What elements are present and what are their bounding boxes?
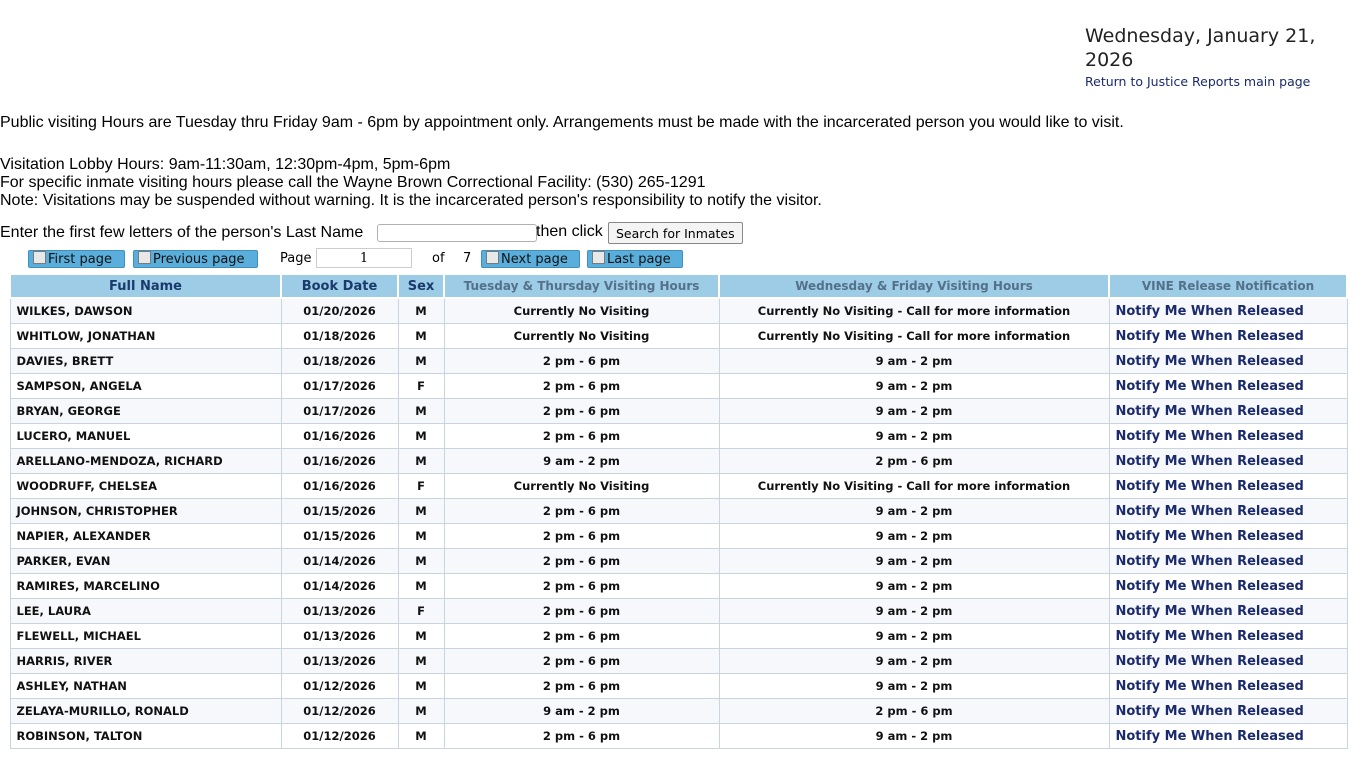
book-date-cell: 01/14/2026 — [281, 574, 398, 599]
previous-page-label: Previous page — [153, 252, 245, 267]
wed-fri-hours-cell: 9 am - 2 pm — [719, 399, 1109, 424]
book-date-cell: 01/16/2026 — [281, 474, 398, 499]
table-row — [10, 574, 1347, 599]
column-header-wed-fri-hours: Wednesday & Friday Visiting Hours — [719, 274, 1109, 298]
tue-thu-hours-cell: 2 pm - 6 pm — [444, 599, 719, 624]
book-date-cell: 01/16/2026 — [281, 424, 398, 449]
tue-thu-hours-cell: 2 pm - 6 pm — [444, 624, 719, 649]
of-label: of — [432, 251, 445, 266]
full-name-cell[interactable]: RAMIRES, MARCELINO — [10, 574, 281, 599]
wed-fri-hours-cell: 2 pm - 6 pm — [719, 699, 1109, 724]
full-name-cell[interactable]: WOODRUFF, CHELSEA — [10, 474, 281, 499]
wed-fri-hours-cell: 9 am - 2 pm — [719, 549, 1109, 574]
full-name-cell[interactable]: PARKER, EVAN — [10, 549, 281, 574]
wed-fri-hours-cell: 9 am - 2 pm — [719, 524, 1109, 549]
wed-fri-hours-cell: 9 am - 2 pm — [719, 374, 1109, 399]
public-visiting-hours-text: Public visiting Hours are Tuesday thru Friday 9am - 6pm by appointment only. Arrangements must be made with the incarcerated person you would like to visit. — [0, 114, 1124, 131]
full-name-cell[interactable]: WILKES, DAWSON — [10, 298, 281, 324]
notify-link[interactable]: Notify Me When Released — [1109, 449, 1347, 474]
notify-link[interactable]: Notify Me When Released — [1109, 499, 1347, 524]
book-date-cell: 01/15/2026 — [281, 524, 398, 549]
full-name-cell[interactable]: ASHLEY, NATHAN — [10, 674, 281, 699]
last-page-button[interactable] — [587, 250, 683, 268]
previous-page-button[interactable] — [133, 250, 258, 268]
broken-image-icon — [138, 251, 151, 264]
full-name-cell[interactable]: NAPIER, ALEXANDER — [10, 524, 281, 549]
inmates-table — [9, 273, 1348, 749]
table-row — [10, 424, 1347, 449]
table-row — [10, 599, 1347, 624]
full-name-cell[interactable]: SAMPSON, ANGELA — [10, 374, 281, 399]
full-name-cell[interactable]: ZELAYA-MURILLO, RONALD — [10, 699, 281, 724]
tue-thu-hours-cell: 2 pm - 6 pm — [444, 674, 719, 699]
book-date-cell: 01/18/2026 — [281, 324, 398, 349]
tue-thu-hours-cell: 9 am - 2 pm — [444, 449, 719, 474]
broken-image-icon — [33, 251, 46, 264]
wed-fri-hours-cell: 9 am - 2 pm — [719, 599, 1109, 624]
sex-cell: M — [398, 349, 444, 374]
return-main-page-link[interactable]: Return to Justice Reports main page — [1085, 74, 1311, 89]
search-label: Enter the first few letters of the person's Last Name — [0, 224, 364, 241]
wed-fri-hours-cell: 2 pm - 6 pm — [719, 449, 1109, 474]
book-date-cell: 01/15/2026 — [281, 499, 398, 524]
specific-hours-text: For specific inmate visiting hours please call the Wayne Brown Correctional Facility: (530) 265-1291 — [0, 174, 706, 191]
full-name-cell[interactable]: JOHNSON, CHRISTOPHER — [10, 499, 281, 524]
full-name-cell[interactable]: WHITLOW, JONATHAN — [10, 324, 281, 349]
sex-cell: M — [398, 449, 444, 474]
sex-cell: F — [398, 599, 444, 624]
wed-fri-hours-cell: 9 am - 2 pm — [719, 624, 1109, 649]
book-date-cell: 01/16/2026 — [281, 449, 398, 474]
tue-thu-hours-cell: 2 pm - 6 pm — [444, 524, 719, 549]
visitation-note-text: Note: Visitations may be suspended without warning. It is the incarcerated person's responsibility to notify the visitor. — [0, 192, 822, 209]
lobby-hours-text: Visitation Lobby Hours: 9am-11:30am, 12:30pm-4pm, 5pm-6pm — [0, 156, 451, 173]
inmates-table-body — [10, 298, 1347, 749]
pagination-bar — [0, 248, 700, 270]
notify-link[interactable]: Notify Me When Released — [1109, 298, 1347, 324]
table-row — [10, 549, 1347, 574]
tue-thu-hours-cell: 2 pm - 6 pm — [444, 374, 719, 399]
tue-thu-hours-cell: 2 pm - 6 pm — [444, 549, 719, 574]
tue-thu-hours-cell: Currently No Visiting — [444, 298, 719, 324]
table-row — [10, 298, 1347, 324]
sex-cell: M — [398, 399, 444, 424]
table-row — [10, 499, 1347, 524]
wed-fri-hours-cell: Currently No Visiting - Call for more information — [719, 324, 1109, 349]
last-name-search-input[interactable] — [377, 224, 537, 242]
sex-cell: M — [398, 574, 444, 599]
wed-fri-hours-cell: Currently No Visiting - Call for more information — [719, 298, 1109, 324]
sex-cell: M — [398, 624, 444, 649]
notify-link[interactable]: Notify Me When Released — [1109, 599, 1347, 624]
notify-link[interactable]: Notify Me When Released — [1109, 574, 1347, 599]
book-date-cell: 01/17/2026 — [281, 374, 398, 399]
notify-link[interactable]: Notify Me When Released — [1109, 674, 1347, 699]
page-label: Page — [280, 251, 312, 266]
column-header-tue-thu-hours: Tuesday & Thursday Visiting Hours — [444, 274, 719, 298]
sex-cell: M — [398, 699, 444, 724]
notify-link[interactable]: Notify Me When Released — [1109, 399, 1347, 424]
notify-link[interactable]: Notify Me When Released — [1109, 649, 1347, 674]
notify-link[interactable]: Notify Me When Released — [1109, 524, 1347, 549]
search-inmates-button[interactable]: Search for Inmates — [608, 222, 743, 244]
sex-cell: M — [398, 549, 444, 574]
full-name-cell[interactable]: LUCERO, MANUEL — [10, 424, 281, 449]
table-row — [10, 474, 1347, 499]
sex-cell: F — [398, 474, 444, 499]
table-row — [10, 724, 1347, 749]
table-row — [10, 524, 1347, 549]
table-header-row — [10, 274, 1347, 298]
full-name-cell[interactable]: ARELLANO-MENDOZA, RICHARD — [10, 449, 281, 474]
wed-fri-hours-cell: Currently No Visiting - Call for more information — [719, 474, 1109, 499]
total-pages: 7 — [463, 251, 472, 266]
full-name-cell[interactable]: ROBINSON, TALTON — [10, 724, 281, 749]
then-click-label: then click — [536, 223, 603, 240]
sex-cell: M — [398, 298, 444, 324]
notify-link[interactable]: Notify Me When Released — [1109, 724, 1347, 749]
sex-cell: M — [398, 524, 444, 549]
wed-fri-hours-cell: 9 am - 2 pm — [719, 674, 1109, 699]
book-date-cell: 01/20/2026 — [281, 298, 398, 324]
column-header-full-name[interactable]: Full Name — [10, 274, 281, 298]
wed-fri-hours-cell: 9 am - 2 pm — [719, 574, 1109, 599]
book-date-cell: 01/17/2026 — [281, 399, 398, 424]
broken-image-icon — [592, 251, 605, 264]
last-page-label: Last page — [607, 252, 671, 267]
book-date-cell: 01/14/2026 — [281, 549, 398, 574]
table-row — [10, 624, 1347, 649]
full-name-cell[interactable]: DAVIES, BRETT — [10, 349, 281, 374]
tue-thu-hours-cell: 2 pm - 6 pm — [444, 649, 719, 674]
tue-thu-hours-cell: 2 pm - 6 pm — [444, 724, 719, 749]
book-date-cell: 01/12/2026 — [281, 674, 398, 699]
notify-link[interactable]: Notify Me When Released — [1109, 699, 1347, 724]
tue-thu-hours-cell: 2 pm - 6 pm — [444, 574, 719, 599]
table-row — [10, 399, 1347, 424]
wed-fri-hours-cell: 9 am - 2 pm — [719, 724, 1109, 749]
column-header-book-date[interactable]: Book Date — [281, 274, 398, 298]
notify-link[interactable]: Notify Me When Released — [1109, 424, 1347, 449]
table-row — [10, 449, 1347, 474]
tue-thu-hours-cell: 9 am - 2 pm — [444, 699, 719, 724]
table-row — [10, 649, 1347, 674]
notify-link[interactable]: Notify Me When Released — [1109, 349, 1347, 374]
column-header-sex[interactable]: Sex — [398, 274, 444, 298]
wed-fri-hours-cell: 9 am - 2 pm — [719, 649, 1109, 674]
next-page-button[interactable] — [481, 250, 580, 268]
sex-cell: M — [398, 724, 444, 749]
column-header-vine-notification: VINE Release Notification — [1109, 274, 1347, 298]
tue-thu-hours-cell: Currently No Visiting — [444, 474, 719, 499]
book-date-cell: 01/12/2026 — [281, 724, 398, 749]
tue-thu-hours-cell: 2 pm - 6 pm — [444, 349, 719, 374]
sex-cell: M — [398, 324, 444, 349]
first-page-label: First page — [48, 252, 112, 267]
notify-link[interactable]: Notify Me When Released — [1109, 624, 1347, 649]
sex-cell: M — [398, 424, 444, 449]
table-row — [10, 349, 1347, 374]
book-date-cell: 01/18/2026 — [281, 349, 398, 374]
page-number-input[interactable] — [316, 248, 412, 268]
wed-fri-hours-cell: 9 am - 2 pm — [719, 499, 1109, 524]
full-name-cell[interactable]: LEE, LAURA — [10, 599, 281, 624]
current-date: Wednesday, January 21, 2026 — [1085, 25, 1316, 71]
tue-thu-hours-cell: 2 pm - 6 pm — [444, 399, 719, 424]
full-name-cell[interactable]: HARRIS, RIVER — [10, 649, 281, 674]
next-page-label: Next page — [501, 252, 568, 267]
book-date-cell: 01/13/2026 — [281, 599, 398, 624]
sex-cell: M — [398, 499, 444, 524]
table-row — [10, 674, 1347, 699]
sex-cell: F — [398, 374, 444, 399]
table-row — [10, 374, 1347, 399]
book-date-cell: 01/13/2026 — [281, 649, 398, 674]
notify-link[interactable]: Notify Me When Released — [1109, 324, 1347, 349]
tue-thu-hours-cell: 2 pm - 6 pm — [444, 424, 719, 449]
first-page-button[interactable] — [28, 250, 125, 268]
notify-link[interactable]: Notify Me When Released — [1109, 374, 1347, 399]
header-date-block — [1085, 24, 1355, 89]
notify-link[interactable]: Notify Me When Released — [1109, 474, 1347, 499]
wed-fri-hours-cell: 9 am - 2 pm — [719, 349, 1109, 374]
wed-fri-hours-cell: 9 am - 2 pm — [719, 424, 1109, 449]
full-name-cell[interactable]: FLEWELL, MICHAEL — [10, 624, 281, 649]
notify-link[interactable]: Notify Me When Released — [1109, 549, 1347, 574]
table-row — [10, 324, 1347, 349]
tue-thu-hours-cell: 2 pm - 6 pm — [444, 499, 719, 524]
book-date-cell: 01/13/2026 — [281, 624, 398, 649]
sex-cell: M — [398, 649, 444, 674]
table-row — [10, 699, 1347, 724]
full-name-cell[interactable]: BRYAN, GEORGE — [10, 399, 281, 424]
tue-thu-hours-cell: Currently No Visiting — [444, 324, 719, 349]
broken-image-icon — [486, 251, 499, 264]
sex-cell: M — [398, 674, 444, 699]
book-date-cell: 01/12/2026 — [281, 699, 398, 724]
